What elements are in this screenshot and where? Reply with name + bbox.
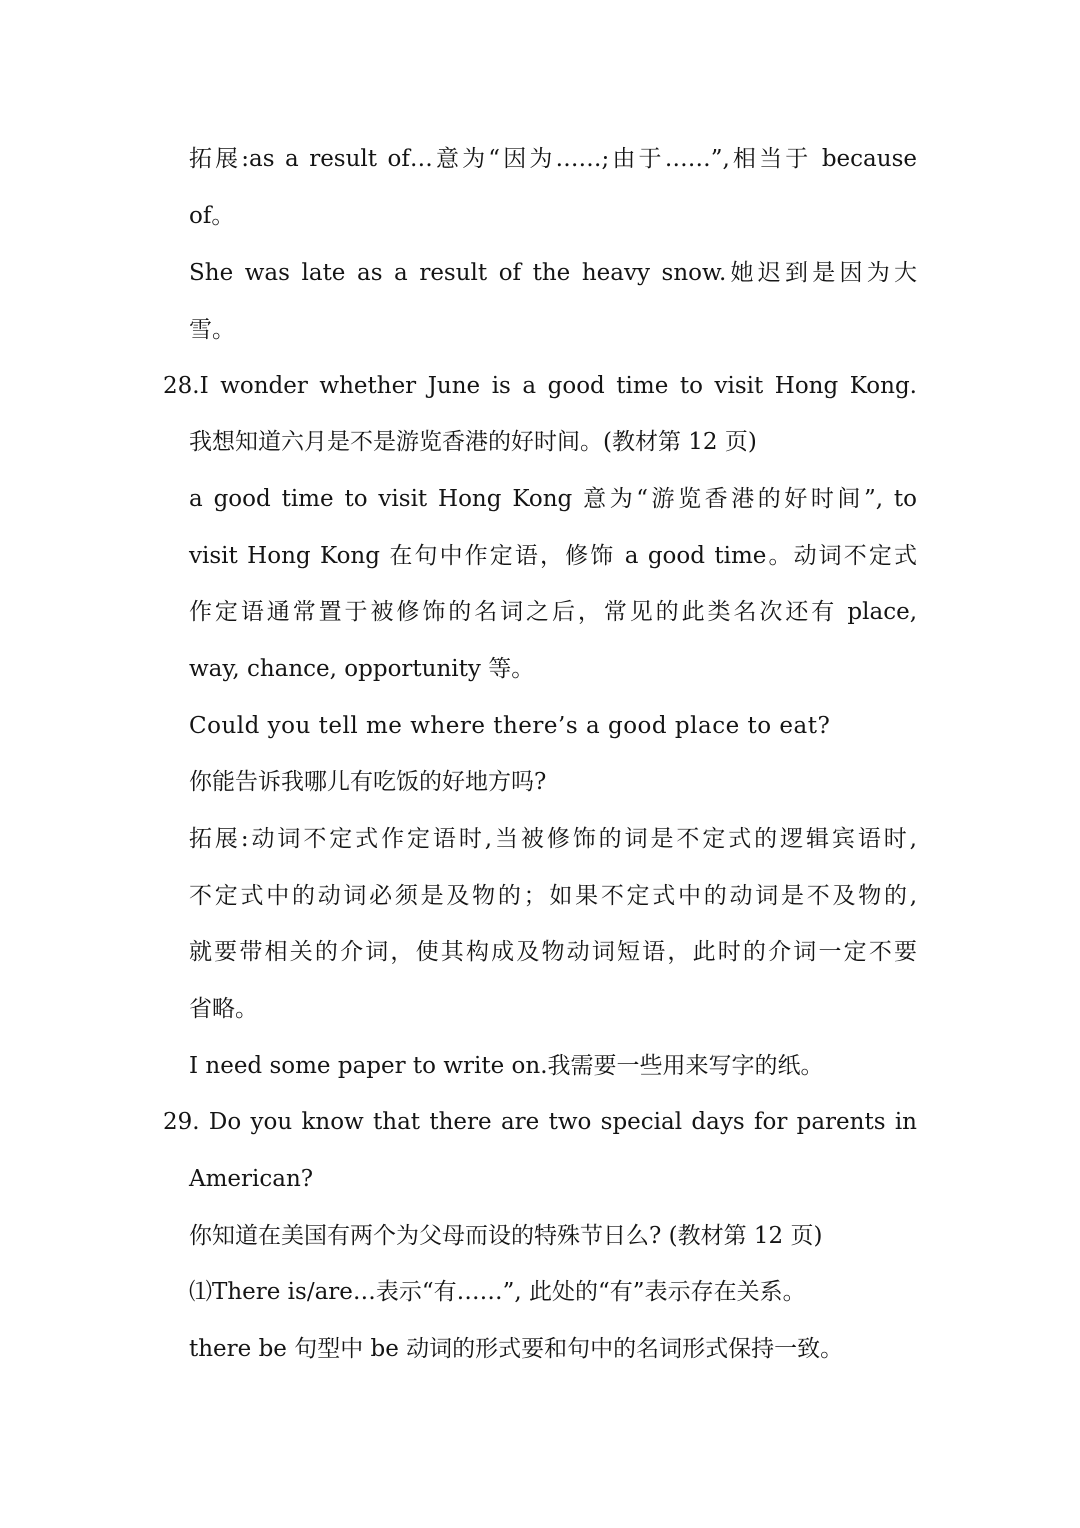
item-29-translation: 你知道在美国有两个为父母而设的特殊节日么? (教材第 12 页) [189, 1223, 823, 1249]
text-line-preposition-rule: 就要带相关的介词，使其构成及物动词短语，此时的介词一定不要 [189, 939, 917, 965]
item-29-sentence-continued: American? [189, 1166, 314, 1192]
text-line-place-to-eat-translation: 你能告诉我哪儿有吃饭的好地方吗? [189, 769, 547, 795]
text-line-noun-position: 作定语通常置于被修饰的名词之后，常见的此类名次还有 place, [189, 599, 917, 625]
text-line-there-is-are: ⑴There is/are…表示“有……”, 此处的“有”表示存在关系。 [189, 1279, 806, 1305]
text-line-expansion-as-a-result-of: 拓展:as a result of…意为“因为……;由于……”,相当于 because [189, 146, 917, 172]
text-line-example-place-to-eat: Could you tell me where there’s a good place to eat? [189, 713, 831, 739]
item-28-translation: 我想知道六月是不是游览香港的好时间。(教材第 12 页) [189, 429, 757, 455]
text-line-expansion-infinitive: 拓展:动词不定式作定语时,当被修饰的词是不定式的逻辑宾语时, [189, 826, 917, 852]
item-29-sentence: 29. Do you know that there are two special days for parents in [163, 1109, 917, 1135]
text-line-there-be-agreement: there be 句型中 be 动词的形式要和句中的名词形式保持一致。 [189, 1336, 844, 1362]
text-line-omit: 省略。 [189, 996, 258, 1022]
text-line-noun-examples: way, chance, opportunity 等。 [189, 656, 535, 682]
item-28-sentence: 28.I wonder whether June is a good time to visit Hong Kong. [163, 373, 917, 399]
text-line-attributive: visit Hong Kong 在句中作定语，修饰 a good time。动词不定式 [189, 543, 917, 569]
text-line-snow: 雪。 [189, 317, 235, 343]
text-line-example-paper: I need some paper to write on.我需要一些用来写字的纸。 [189, 1053, 824, 1079]
text-line-example-heavy-snow: She was late as a result of the heavy snow.她迟到是因为大 [189, 260, 917, 286]
text-line-a-good-time: a good time to visit Hong Kong 意为“游览香港的好时间”, to [189, 486, 917, 512]
text-line-transitive-rule: 不定式中的动词必须是及物的；如果不定式中的动词是不及物的, [189, 883, 917, 909]
text-line-of: of。 [189, 203, 235, 229]
